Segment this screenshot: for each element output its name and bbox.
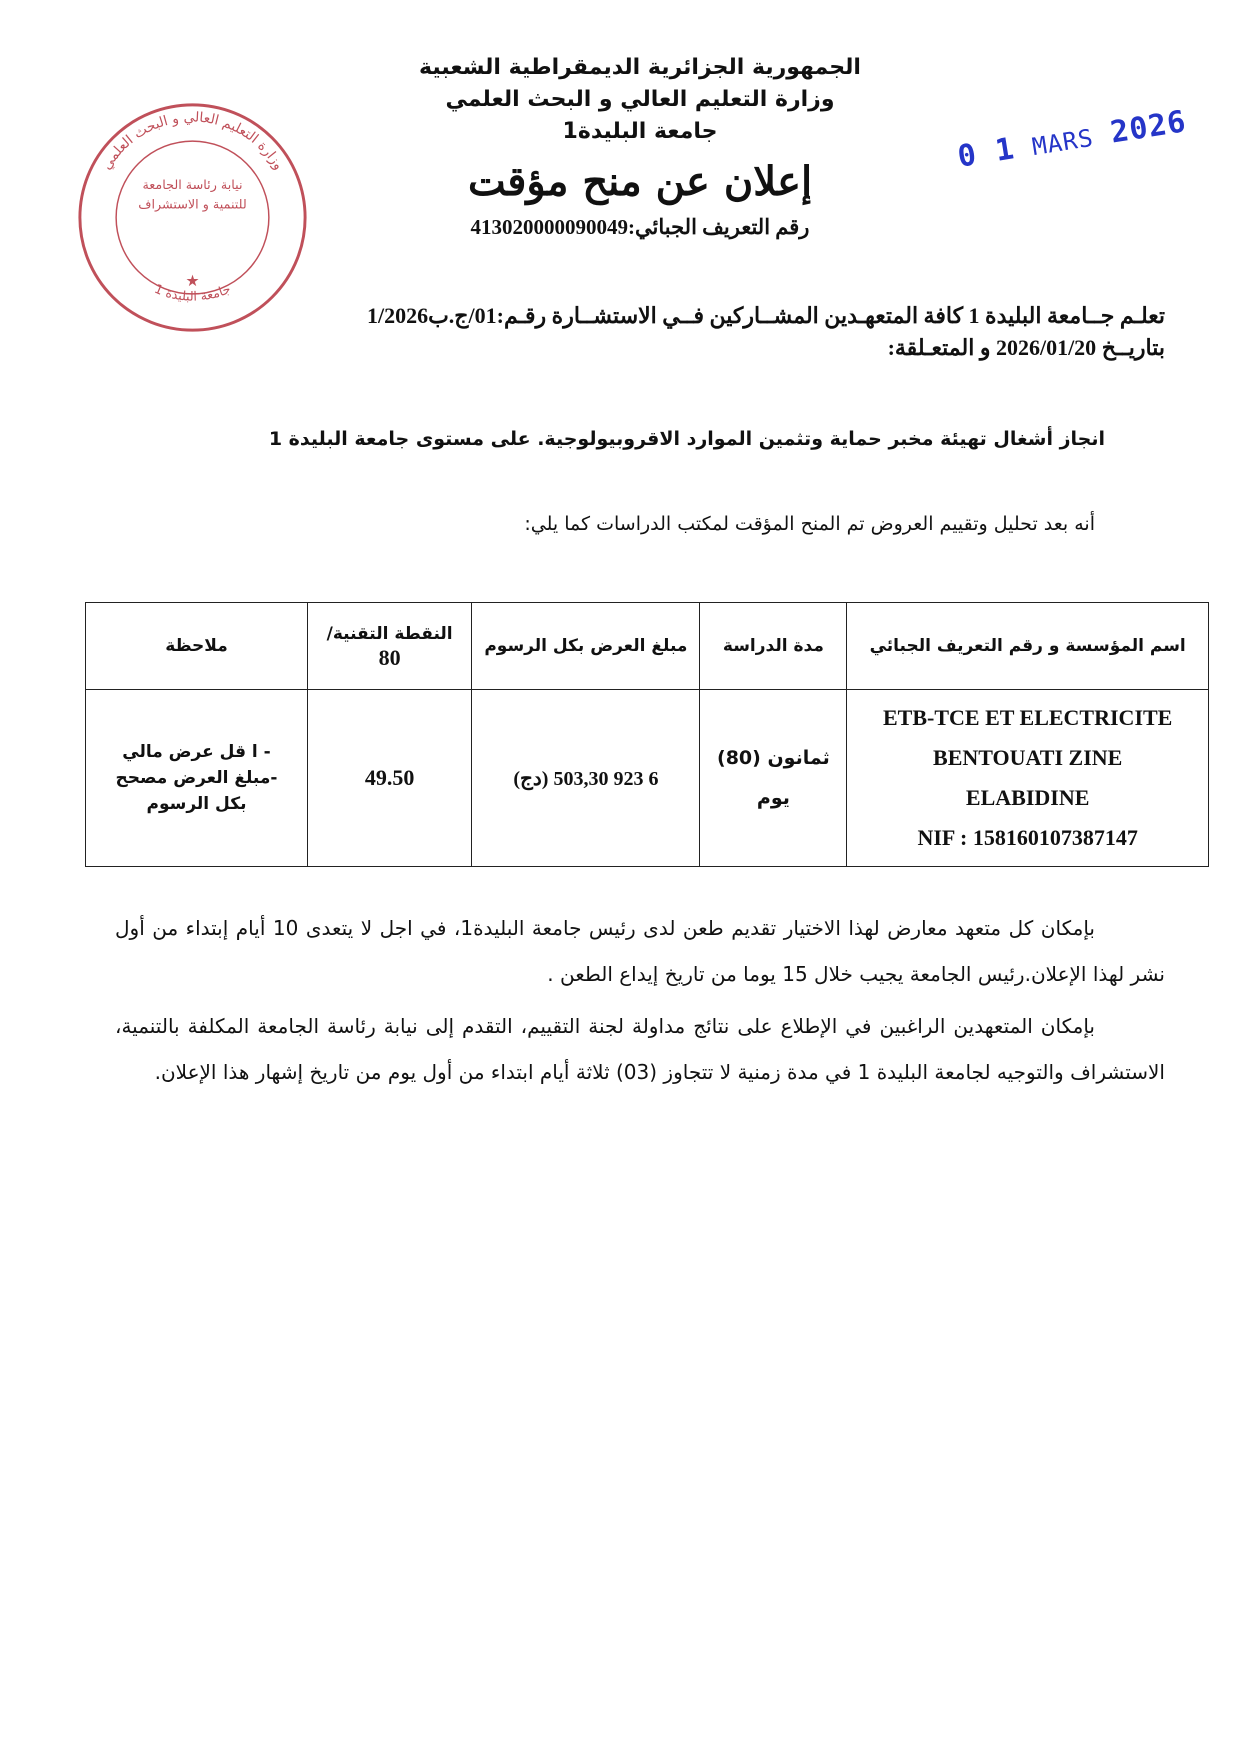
appeal-paragraph	[115, 905, 1165, 997]
project-subject: انجاز أشغال تهيئة مخبر حماية وتثمين الموارد الاقروبيولوجية. على مستوى جامعة البليدة 1	[268, 428, 1105, 450]
note-line: - ا قل عرض مالي	[122, 742, 271, 762]
tax-id-label: رقم التعريف الجبائي:	[628, 215, 810, 239]
header-university: جامعة البليدة1	[562, 119, 718, 144]
technical-score: 49.50	[364, 765, 415, 790]
date-stamp-year: 2026	[1108, 104, 1189, 151]
header-technical-score	[307, 603, 471, 690]
date-stamp-month: MARS	[1030, 123, 1096, 162]
cell-company	[847, 690, 1209, 867]
cell-amount	[472, 690, 700, 867]
duration-unit: يوم	[756, 787, 790, 809]
analysis-statement: أنه بعد تحليل وتقييم العروض تم المنح المؤقت لمكتب الدراسات كما يلي:	[524, 513, 1095, 535]
company-nif: NIF : 158160107387147	[917, 825, 1138, 850]
note-line: -مبلغ العرض مصحح	[115, 768, 278, 788]
offer-amount: 6 923 503,30 (دج)	[513, 767, 659, 790]
seal-outer-text: وزارة التعليم العالي و البحث العلمي	[98, 109, 287, 173]
header-amount: مبلغ العرض بكل الرسوم	[472, 603, 700, 690]
company-name-line: ETB-TCE ET ELECTRICITE	[882, 705, 1173, 730]
table-header-row	[86, 603, 1209, 690]
body-block	[110, 300, 1165, 540]
cell-duration	[700, 690, 847, 867]
intro-line-consultation: تعلـم جــامعة البليدة 1 كافة المتعهـدين المشــاركين فــي الاستشــارة رقـم:01/ج.ب1/2026	[366, 303, 1165, 328]
cell-score	[307, 690, 471, 867]
seal-inner-text: نيابة رئاسة الجامعة للتنمية و الاستشراف	[138, 178, 247, 213]
header-company: اسم المؤسسة و رقم التعريف الجبائي	[847, 603, 1209, 690]
note-line: بكل الرسوم	[146, 794, 247, 814]
intro-line-date: بتاريــخ 2026/01/20 و المتعـلقة:	[887, 335, 1165, 360]
header-duration: مدة الدراسة	[700, 603, 847, 690]
tax-id-value: 413020000090049	[470, 215, 629, 239]
closing-block	[115, 905, 1165, 1095]
header-block	[400, 52, 880, 242]
university-tax-id	[471, 212, 810, 242]
header-score-label: النقطة التقنية/	[326, 624, 453, 644]
consultation-paragraph	[115, 1003, 1165, 1095]
company-name-line: BENTOUATI ZINE	[933, 745, 1123, 770]
seal-star-icon: ★	[185, 271, 200, 291]
appeal-text: بإمكان كل متعهد معارض لهذا الاختيار تقديم طعن لدى رئيس جامعة البليدة1، في اجل لا يتعدى 10 أيام إبتداء من أول نشر لهذا الإعلان.رئيس الجامعة يجيب خلال 15 يوما من تاريخ إيداع الطعن .	[115, 916, 1165, 986]
date-stamp	[955, 104, 1189, 175]
header-score-max: 80	[378, 645, 401, 670]
header-note: ملاحظة	[86, 603, 308, 690]
duration-value: ثمانون (80)	[717, 747, 830, 769]
header-republic: الجمهورية الجزائرية الديمقراطية الشعبية	[419, 55, 861, 80]
header-ministry: وزارة التعليم العالي و البحث العلمي	[445, 87, 835, 112]
table-row	[86, 690, 1209, 867]
provisional-award-table	[85, 602, 1209, 867]
date-stamp-day: 0 1	[955, 131, 1018, 175]
document-title: إعلان عن منح مؤقت	[467, 158, 813, 205]
consultation-text: بإمكان المتعهدين الراغبين في الإطلاع على نتائج مداولة لجنة التقييم، التقدم إلى نيابة رئاسة الجامعة المكلفة بالتنمية، الاستشراف والتوجيه لجامعة البليدة 1 في مدة زمنية لا تتجاوز (03) ثلاثة أيام ابتداء من أول يوم من تاريخ إشهار هذا الإعلان.	[115, 1014, 1165, 1084]
cell-note	[86, 690, 308, 867]
seal-bottom-text: جامعة البليدة 1	[152, 280, 233, 304]
company-name-line: ELABIDINE	[965, 785, 1090, 810]
